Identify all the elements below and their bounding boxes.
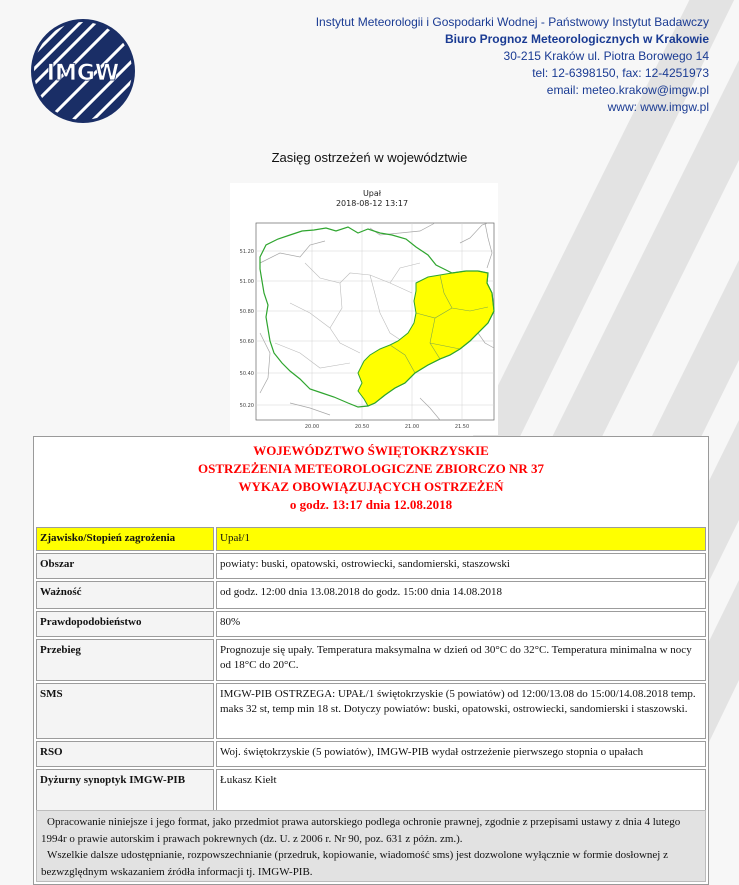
row-value: IMGW-PIB OSTRZEGA: UPAŁ/1 świętokrzyskie (5 powiatów) od 12:00/13.08 do 15:00/14.08.2018 temp. maks 32 st, temp min 18 st. Dotyczy powiatów: buski, opatowski, ostrowiecki, sandomierski i staszowski. <box>216 683 706 739</box>
row-label: Dyżurny synoptyk IMGW-PIB <box>36 769 214 811</box>
row-value: Prognozuje się upały. Temperatura maksymalna w dzień od 30°C do 32°C. Temperatura minimalna w nocy od 18°C do 20°C. <box>216 639 706 681</box>
row-label: Ważność <box>36 581 214 609</box>
row-label: Obszar <box>36 553 214 579</box>
list-title: WYKAZ OBOWIĄZUJĄCYCH OSTRZEŻEŃ <box>238 479 504 494</box>
voivodeship-title: WOJEWÓDZTWO ŚWIĘTOKRZYSKIE <box>253 443 489 458</box>
lon-tick: 20.50 <box>354 424 370 430</box>
table-row <box>36 741 706 767</box>
lat-tick: 51.20 <box>239 249 254 255</box>
lat-tick: 50.40 <box>239 371 254 377</box>
phone-fax: tel: 12-6398150, fax: 12-4251973 <box>532 66 709 80</box>
row-label: Prawdopodobieństwo <box>36 611 214 637</box>
header-contact <box>316 14 709 116</box>
row-label: Przebieg <box>36 639 214 681</box>
warning-map <box>230 183 498 435</box>
copyright-notice <box>36 810 706 882</box>
row-value: Upał/1 <box>216 527 706 551</box>
warning-titles <box>34 437 708 524</box>
table-row <box>36 611 706 637</box>
lon-tick: 21.50 <box>454 424 470 430</box>
lat-tick: 50.60 <box>239 339 254 345</box>
row-value: Łukasz Kiełt <box>216 769 706 811</box>
table-row <box>36 553 706 579</box>
lat-tick: 50.20 <box>239 403 254 409</box>
logo-text: IMGW <box>46 61 120 86</box>
warning-panel <box>33 436 709 885</box>
warning-table <box>34 525 708 813</box>
table-row <box>36 581 706 609</box>
lat-tick: 50.80 <box>239 309 254 315</box>
institute-name: Instytut Meteorologii i Gospodarki Wodnej - Państwowy Instytut Badawczy <box>315 15 709 29</box>
address: 30-215 Kraków ul. Piotra Borowego 14 <box>503 49 709 63</box>
map-datetime: 2018-08-12 13:17 <box>335 199 409 208</box>
row-label: Zjawisko/Stopień zagrożenia <box>36 527 214 551</box>
row-value: od godz. 12:00 dnia 13.08.2018 do godz. 15:00 dnia 14.08.2018 <box>216 581 706 609</box>
issue-time: o godz. 13:17 dnia 12.08.2018 <box>289 497 453 512</box>
row-label: RSO <box>36 741 214 767</box>
www-link[interactable]: www: www.imgw.pl <box>607 100 709 114</box>
imgw-logo <box>30 18 136 124</box>
table-row <box>36 769 706 811</box>
lon-tick: 20.00 <box>304 424 320 430</box>
bulletin-title: OSTRZEŻENIA METEOROLOGICZNE ZBIORCZO NR 37 <box>197 461 545 476</box>
row-value: Woj. świętokrzyskie (5 powiatów), IMGW-PIB wydał ostrzeżenie pierwszego stopnia o upałach <box>216 741 706 767</box>
table-row <box>36 527 706 551</box>
map-title: Upał <box>362 189 382 198</box>
lon-tick: 21.00 <box>404 424 420 430</box>
redistribution-paragraph: Wszelkie dalsze udostępnianie, rozpowszechnianie (przedruk, kopiowanie, wiadomość sms) jest dozwolone wyłącznie w formie dosłownej z bezwzględnym wskazaniem źródła informacji tj. IMGW-PIB. <box>41 849 668 878</box>
email-link[interactable]: email: meteo.krakow@imgw.pl <box>546 83 709 97</box>
row-value: 80% <box>216 611 706 637</box>
row-value: powiaty: buski, opatowski, ostrowiecki, sandomierski, staszowski <box>216 553 706 579</box>
row-label: SMS <box>36 683 214 739</box>
table-row <box>36 683 706 739</box>
map-caption: Zasięg ostrzeżeń w województwie <box>271 150 468 165</box>
copyright-paragraph: Opracowanie niniejsze i jego format, jako przedmiot prawa autorskiego podlega ochronie prawnej, zgodnie z przepisami ustawy z dnia 4 lutego 1994r o prawie autorskim i prawach pokrewnych (dz. U. z 2006 r. Nr 90, poz. 631 z późn. zm.). <box>41 816 681 845</box>
office-name: Biuro Prognoz Meteorologicznych w Krakowie <box>444 32 709 46</box>
lat-tick: 51.00 <box>239 279 254 285</box>
table-row <box>36 639 706 681</box>
